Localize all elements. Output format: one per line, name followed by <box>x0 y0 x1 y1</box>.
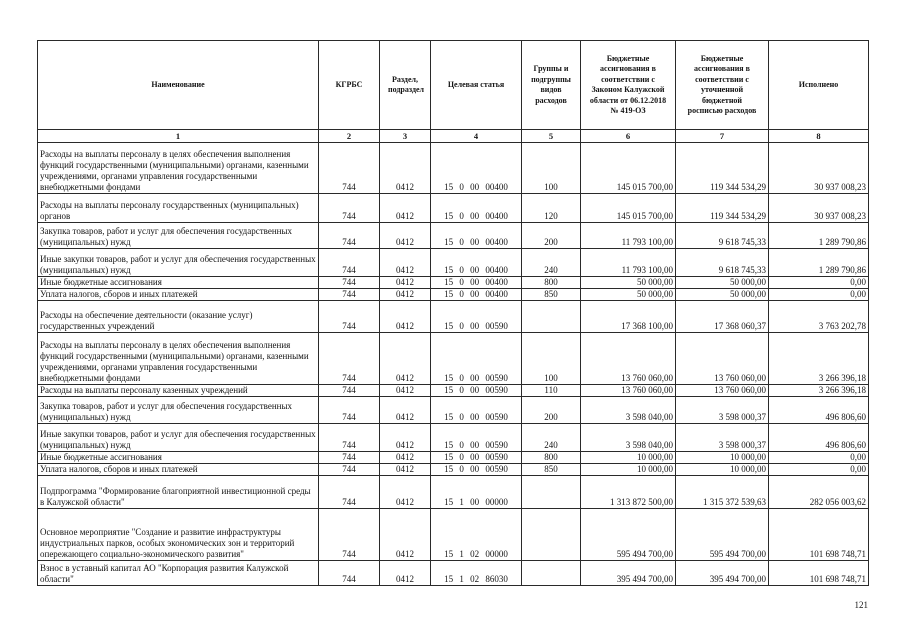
section-cell: 0412 <box>380 385 431 397</box>
header-expense-group: Группы и подгруппы видов расходов <box>522 41 581 130</box>
revised-allocation-cell: 10 000,00 <box>676 452 769 464</box>
revised-allocation-cell: 17 368 060,37 <box>676 301 769 333</box>
law-allocation-cell: 13 760 060,00 <box>581 333 676 385</box>
revised-allocation-cell: 13 760 060,00 <box>676 385 769 397</box>
table-row <box>38 194 869 223</box>
column-number: 5 <box>522 130 581 143</box>
name-cell: Расходы на выплаты персоналу государственных (муниципальных) органов <box>38 194 319 223</box>
expense-group-cell: 100 <box>522 143 581 194</box>
name-cell: Уплата налогов, сборов и иных платежей <box>38 289 319 301</box>
name-cell: Расходы на выплаты персоналу казенных учреждений <box>38 385 319 397</box>
target-article-cell: 15 0 00 00400 <box>431 194 522 223</box>
budget-execution-table <box>37 40 869 586</box>
expense-group-cell: 110 <box>522 385 581 397</box>
table-row <box>38 464 869 476</box>
expense-group-cell <box>522 476 581 509</box>
table-row <box>38 333 869 385</box>
kgrbs-cell: 744 <box>319 452 380 464</box>
expense-group-cell: 800 <box>522 277 581 289</box>
table-row <box>38 223 869 249</box>
kgrbs-cell: 744 <box>319 561 380 586</box>
law-allocation-cell: 50 000,00 <box>581 277 676 289</box>
executed-cell: 282 056 003,62 <box>769 476 869 509</box>
section-cell: 0412 <box>380 249 431 277</box>
column-number: 7 <box>676 130 769 143</box>
section-cell: 0412 <box>380 301 431 333</box>
law-allocation-cell: 17 368 100,00 <box>581 301 676 333</box>
header-revised-allocation: Бюджетные ассигнования в соответствии с уточненной бюджетной росписью расходов <box>676 41 769 130</box>
target-article-cell: 15 1 02 00000 <box>431 509 522 561</box>
executed-cell: 1 289 790,86 <box>769 223 869 249</box>
header-law-allocation: Бюджетные ассигнования в соответствии с Законом Калужской области от 06.12.2018 № 419-ОЗ <box>581 41 676 130</box>
table-row <box>38 143 869 194</box>
expense-group-cell: 100 <box>522 333 581 385</box>
law-allocation-cell: 10 000,00 <box>581 464 676 476</box>
name-cell: Подпрограмма "Формирование благоприятной инвестиционной среды в Калужской области" <box>38 476 319 509</box>
table-row <box>38 452 869 464</box>
table-row <box>38 476 869 509</box>
kgrbs-cell: 744 <box>319 194 380 223</box>
executed-cell: 30 937 008,23 <box>769 143 869 194</box>
executed-cell: 0,00 <box>769 289 869 301</box>
kgrbs-cell: 744 <box>319 385 380 397</box>
target-article-cell: 15 0 00 00400 <box>431 143 522 194</box>
name-cell: Расходы на выплаты персоналу в целях обеспечения выполнения функций государственными (муниципальными) органами, казенными учреждениями, органами управления государственными внебюджетными фондами <box>38 143 319 194</box>
section-cell: 0412 <box>380 289 431 301</box>
table-row <box>38 397 869 424</box>
name-cell: Основное мероприятие "Создание и развитие инфраструктуры индустриальных парков, особых экономических зон и территорий опережающего социально-экономического развития" <box>38 509 319 561</box>
expense-group-cell <box>522 561 581 586</box>
target-article-cell: 15 0 00 00590 <box>431 452 522 464</box>
name-cell: Иные бюджетные ассигнования <box>38 452 319 464</box>
column-number: 2 <box>319 130 380 143</box>
executed-cell: 30 937 008,23 <box>769 194 869 223</box>
name-cell: Уплата налогов, сборов и иных платежей <box>38 464 319 476</box>
target-article-cell: 15 0 00 00400 <box>431 289 522 301</box>
kgrbs-cell: 744 <box>319 301 380 333</box>
kgrbs-cell: 744 <box>319 143 380 194</box>
name-cell: Закупка товаров, работ и услуг для обеспечения государственных (муниципальных) нужд <box>38 397 319 424</box>
target-article-cell: 15 0 00 00590 <box>431 301 522 333</box>
column-number: 6 <box>581 130 676 143</box>
name-cell: Закупка товаров, работ и услуг для обеспечения государственных (муниципальных) нужд <box>38 223 319 249</box>
revised-allocation-cell: 10 000,00 <box>676 464 769 476</box>
expense-group-cell: 850 <box>522 464 581 476</box>
name-cell: Расходы на обеспечение деятельности (оказание услуг) государственных учреждений <box>38 301 319 333</box>
expense-group-cell: 200 <box>522 223 581 249</box>
table-row <box>38 249 869 277</box>
revised-allocation-cell: 395 494 700,00 <box>676 561 769 586</box>
section-cell: 0412 <box>380 194 431 223</box>
law-allocation-cell: 145 015 700,00 <box>581 143 676 194</box>
executed-cell: 1 289 790,86 <box>769 249 869 277</box>
revised-allocation-cell: 9 618 745,33 <box>676 223 769 249</box>
law-allocation-cell: 395 494 700,00 <box>581 561 676 586</box>
revised-allocation-cell: 13 760 060,00 <box>676 333 769 385</box>
column-number: 1 <box>38 130 319 143</box>
target-article-cell: 15 0 00 00590 <box>431 333 522 385</box>
header-kgrbs: КГРБС <box>319 41 380 130</box>
expense-group-cell: 200 <box>522 397 581 424</box>
table-row <box>38 289 869 301</box>
law-allocation-cell: 10 000,00 <box>581 452 676 464</box>
section-cell: 0412 <box>380 561 431 586</box>
revised-allocation-cell: 119 344 534,29 <box>676 194 769 223</box>
column-number: 4 <box>431 130 522 143</box>
table-row <box>38 385 869 397</box>
kgrbs-cell: 744 <box>319 249 380 277</box>
law-allocation-cell: 13 760 060,00 <box>581 385 676 397</box>
column-number: 8 <box>769 130 869 143</box>
column-number: 3 <box>380 130 431 143</box>
section-cell: 0412 <box>380 464 431 476</box>
expense-group-cell: 240 <box>522 249 581 277</box>
section-cell: 0412 <box>380 509 431 561</box>
target-article-cell: 15 0 00 00590 <box>431 397 522 424</box>
executed-cell: 3 266 396,18 <box>769 333 869 385</box>
executed-cell: 3 266 396,18 <box>769 385 869 397</box>
header-name: Наименование <box>38 41 319 130</box>
executed-cell: 0,00 <box>769 277 869 289</box>
revised-allocation-cell: 119 344 534,29 <box>676 143 769 194</box>
table-row <box>38 277 869 289</box>
law-allocation-cell: 50 000,00 <box>581 289 676 301</box>
page-number: 121 <box>854 600 868 610</box>
name-cell: Взнос в уставный капитал АО "Корпорация развития Калужской области" <box>38 561 319 586</box>
law-allocation-cell: 11 793 100,00 <box>581 249 676 277</box>
kgrbs-cell: 744 <box>319 509 380 561</box>
name-cell: Иные закупки товаров, работ и услуг для обеспечения государственных (муниципальных) нужд <box>38 424 319 452</box>
executed-cell: 0,00 <box>769 464 869 476</box>
target-article-cell: 15 0 00 00400 <box>431 277 522 289</box>
kgrbs-cell: 744 <box>319 397 380 424</box>
section-cell: 0412 <box>380 333 431 385</box>
expense-group-cell <box>522 509 581 561</box>
law-allocation-cell: 145 015 700,00 <box>581 194 676 223</box>
revised-allocation-cell: 3 598 000,37 <box>676 397 769 424</box>
revised-allocation-cell: 9 618 745,33 <box>676 249 769 277</box>
target-article-cell: 15 0 00 00590 <box>431 464 522 476</box>
revised-allocation-cell: 1 315 372 539,63 <box>676 476 769 509</box>
header-row <box>38 41 869 130</box>
expense-group-cell: 850 <box>522 289 581 301</box>
table-header <box>38 41 869 143</box>
table-body <box>38 143 869 586</box>
revised-allocation-cell: 3 598 000,37 <box>676 424 769 452</box>
revised-allocation-cell: 595 494 700,00 <box>676 509 769 561</box>
header-section: Раздел, подраздел <box>380 41 431 130</box>
name-cell: Иные бюджетные ассигнования <box>38 277 319 289</box>
section-cell: 0412 <box>380 143 431 194</box>
law-allocation-cell: 595 494 700,00 <box>581 509 676 561</box>
revised-allocation-cell: 50 000,00 <box>676 277 769 289</box>
section-cell: 0412 <box>380 452 431 464</box>
section-cell: 0412 <box>380 397 431 424</box>
table-row <box>38 301 869 333</box>
executed-cell: 496 806,60 <box>769 397 869 424</box>
executed-cell: 496 806,60 <box>769 424 869 452</box>
kgrbs-cell: 744 <box>319 424 380 452</box>
kgrbs-cell: 744 <box>319 476 380 509</box>
name-cell: Расходы на выплаты персоналу в целях обеспечения выполнения функций государственными (муниципальными) органами, казенными учреждениями, органами управления государственными внебюджетными фондами <box>38 333 319 385</box>
expense-group-cell: 240 <box>522 424 581 452</box>
section-cell: 0412 <box>380 424 431 452</box>
table-row <box>38 561 869 586</box>
executed-cell: 3 763 202,78 <box>769 301 869 333</box>
target-article-cell: 15 1 02 86030 <box>431 561 522 586</box>
table-row <box>38 509 869 561</box>
law-allocation-cell: 3 598 040,00 <box>581 397 676 424</box>
target-article-cell: 15 1 00 00000 <box>431 476 522 509</box>
header-executed: Исполнено <box>769 41 869 130</box>
kgrbs-cell: 744 <box>319 333 380 385</box>
section-cell: 0412 <box>380 223 431 249</box>
law-allocation-cell: 11 793 100,00 <box>581 223 676 249</box>
column-number-row <box>38 130 869 143</box>
executed-cell: 101 698 748,71 <box>769 509 869 561</box>
executed-cell: 101 698 748,71 <box>769 561 869 586</box>
section-cell: 0412 <box>380 277 431 289</box>
executed-cell: 0,00 <box>769 452 869 464</box>
table-row <box>38 424 869 452</box>
kgrbs-cell: 744 <box>319 277 380 289</box>
kgrbs-cell: 744 <box>319 289 380 301</box>
name-cell: Иные закупки товаров, работ и услуг для обеспечения государственных (муниципальных) нужд <box>38 249 319 277</box>
expense-group-cell <box>522 301 581 333</box>
expense-group-cell: 800 <box>522 452 581 464</box>
target-article-cell: 15 0 00 00590 <box>431 385 522 397</box>
kgrbs-cell: 744 <box>319 223 380 249</box>
expense-group-cell: 120 <box>522 194 581 223</box>
law-allocation-cell: 1 313 872 500,00 <box>581 476 676 509</box>
target-article-cell: 15 0 00 00590 <box>431 424 522 452</box>
target-article-cell: 15 0 00 00400 <box>431 249 522 277</box>
section-cell: 0412 <box>380 476 431 509</box>
law-allocation-cell: 3 598 040,00 <box>581 424 676 452</box>
target-article-cell: 15 0 00 00400 <box>431 223 522 249</box>
header-target-article: Целевая статья <box>431 41 522 130</box>
revised-allocation-cell: 50 000,00 <box>676 289 769 301</box>
kgrbs-cell: 744 <box>319 464 380 476</box>
